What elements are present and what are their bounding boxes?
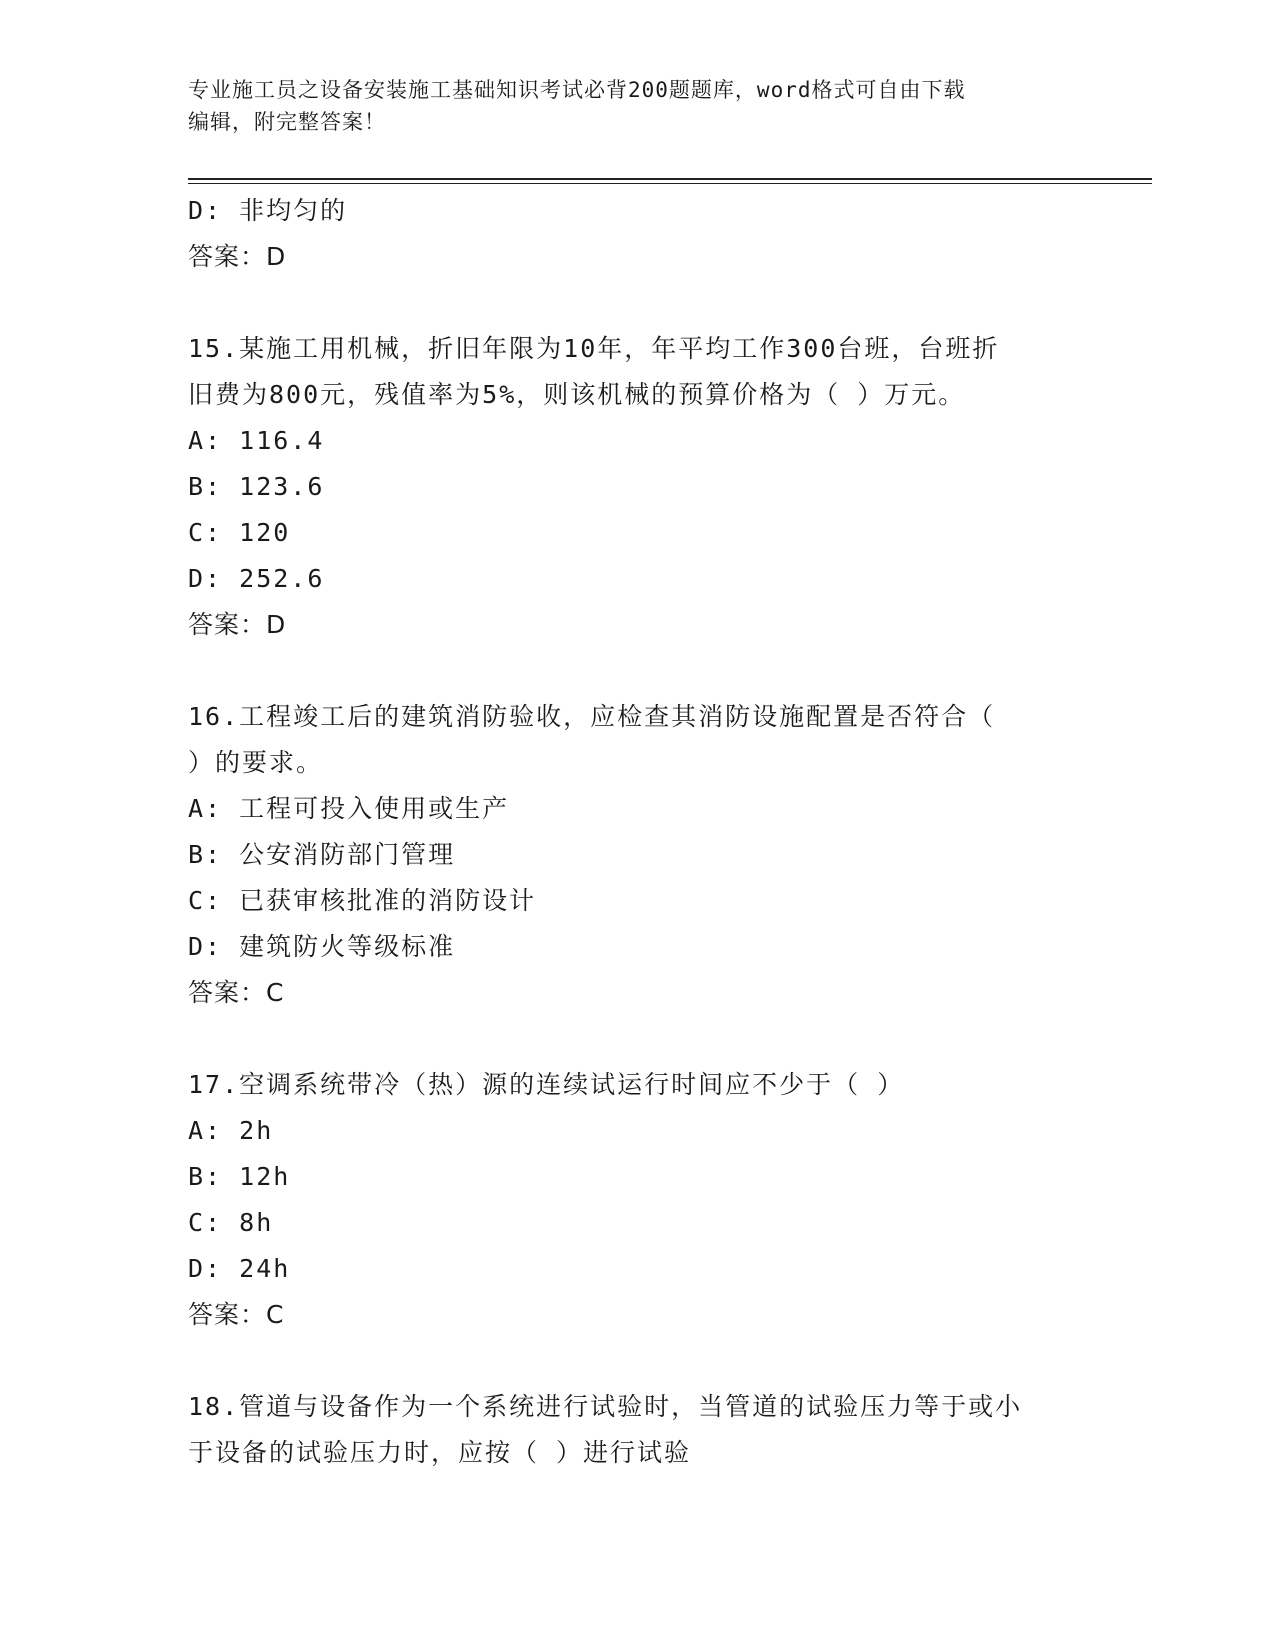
option-c: C: 已获审核批准的消防设计 bbox=[188, 886, 537, 915]
header-title-line-2: 编辑，附完整答案！ bbox=[188, 110, 386, 134]
option-c: C: 120 bbox=[188, 518, 291, 547]
answer: 答案：C bbox=[188, 978, 285, 1007]
question-text-line: 15.某施工用机械，折旧年限为10年，年平均工作300台班，台班折 bbox=[188, 334, 1000, 363]
question-15 bbox=[188, 326, 1088, 648]
header-divider-thin bbox=[188, 183, 1152, 184]
question-17 bbox=[188, 1062, 1088, 1338]
option-a: A: 2h bbox=[188, 1116, 274, 1145]
option-a: A: 工程可投入使用或生产 bbox=[188, 794, 510, 823]
answer: 答案：D bbox=[188, 610, 287, 639]
question-text-line: ）的要求。 bbox=[188, 748, 324, 777]
question-18 bbox=[188, 1384, 1088, 1476]
question-16 bbox=[188, 694, 1088, 1016]
spacer bbox=[188, 1016, 1088, 1062]
option-b: B: 12h bbox=[188, 1162, 291, 1191]
option-d: D: 252.6 bbox=[188, 564, 325, 593]
question-text-line: 16.工程竣工后的建筑消防验收，应检查其消防设施配置是否符合（ bbox=[188, 702, 996, 731]
spacer bbox=[188, 648, 1088, 694]
spacer bbox=[188, 280, 1088, 326]
option-d: D: 24h bbox=[188, 1254, 291, 1283]
question-text-line: 18.管道与设备作为一个系统进行试验时，当管道的试验压力等于或小 bbox=[188, 1392, 1023, 1421]
option-b: B: 123.6 bbox=[188, 472, 325, 501]
spacer bbox=[188, 1338, 1088, 1384]
question-text-line: 于设备的试验压力时，应按（ ）进行试验 bbox=[188, 1438, 692, 1467]
answer: 答案：C bbox=[188, 1300, 285, 1329]
option-b: B: 公安消防部门管理 bbox=[188, 840, 456, 869]
document-header bbox=[188, 74, 1068, 138]
option-c: C: 8h bbox=[188, 1208, 274, 1237]
question-text-line: 17.空调系统带冷（热）源的连续试运行时间应不少于（ ） bbox=[188, 1070, 905, 1099]
previous-option-d: D: 非均匀的 bbox=[188, 196, 348, 225]
question-text-line: 旧费为800元，残值率为5%，则该机械的预算价格为（ ）万元。 bbox=[188, 380, 966, 409]
header-title-line-1: 专业施工员之设备安装施工基础知识考试必背200题题库，word格式可自由下载 bbox=[188, 78, 966, 102]
option-a: A: 116.4 bbox=[188, 426, 325, 455]
question-list bbox=[188, 188, 1088, 1476]
previous-answer: 答案：D bbox=[188, 242, 287, 271]
option-d: D: 建筑防火等级标准 bbox=[188, 932, 456, 961]
header-divider-thick bbox=[188, 178, 1152, 180]
